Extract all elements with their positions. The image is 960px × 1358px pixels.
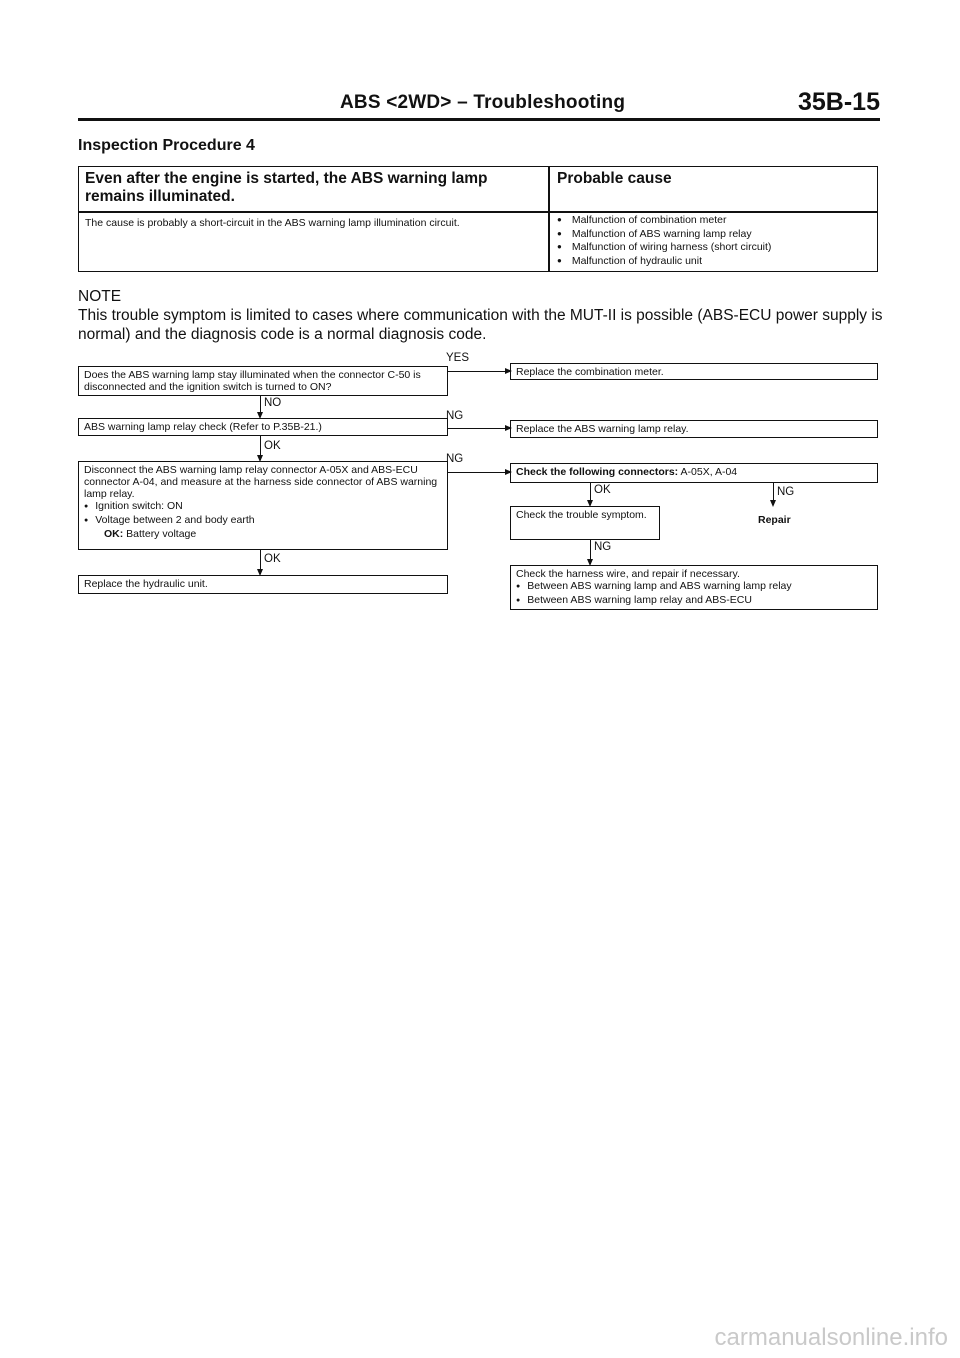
step3-ok-line — [84, 528, 442, 540]
cause-list — [557, 214, 771, 268]
check-symptom-text: Check the trouble symptom. — [516, 509, 647, 521]
conn-ng-label: NG — [777, 486, 795, 498]
cause-item: ● Malfunction of combination meter — [557, 214, 771, 228]
cause-item: ● Malfunction of ABS warning lamp relay — [557, 228, 771, 242]
step4-box — [78, 575, 448, 594]
step4-text: Replace the hydraulic unit. — [84, 578, 208, 590]
header-divider — [78, 118, 880, 121]
connector-check-value: A-05X, A-04 — [680, 466, 738, 478]
page-number: 35B-15 — [798, 88, 880, 116]
connector-check-box — [510, 463, 878, 483]
step3-ok-label: OK: — [104, 528, 124, 540]
step2-ng-label: NG — [446, 410, 464, 422]
step1-box — [78, 366, 448, 396]
harness-check-box — [510, 565, 878, 610]
symptom-heading: Even after the engine is started, the ABS warning lamp remains illuminated. — [85, 170, 488, 205]
step3-ok-label-flow: OK — [264, 553, 281, 565]
table-divider-vertical — [548, 167, 550, 271]
step2-ng-action-text: Replace the ABS warning lamp relay. — [516, 423, 689, 435]
procedure-title: Inspection Procedure 4 — [78, 137, 255, 154]
table-divider-horizontal — [79, 211, 877, 213]
harness-item: ● Between ABS warning lamp and ABS warning lamp relay — [516, 580, 872, 594]
repair-label: Repair — [758, 514, 791, 526]
harness-check-text: Check the harness wire, and repair if necessary. — [516, 568, 740, 580]
summary-table — [78, 166, 878, 272]
step3-item: ● Voltage between 2 and body earth — [84, 514, 442, 528]
cause-heading: Probable cause — [557, 170, 672, 187]
step2-ng-arrow — [448, 428, 510, 429]
step1-no-label: NO — [264, 397, 282, 409]
watermark: carmanualsonline.info — [714, 1324, 948, 1351]
step3-text: Disconnect the ABS warning lamp relay connector A-05X and ABS-ECU connector A-04, and measure at the harness side connector of ABS warning lamp relay. — [84, 464, 438, 500]
connector-check-label: Check the following connectors: — [516, 466, 679, 478]
symptom-text: The cause is probably a short-circuit in the ABS warning lamp illumination circuit. — [85, 217, 460, 229]
step2-box — [78, 418, 448, 436]
step1-text: Does the ABS warning lamp stay illuminated when the connector C-50 is disconnected and the ignition switch is turned to ON? — [84, 369, 421, 393]
harness-list — [516, 580, 872, 608]
step2-ok-arrow — [260, 436, 261, 460]
step2-text: ABS warning lamp relay check (Refer to P.35B-21.) — [84, 421, 322, 433]
step2-ok-label: OK — [264, 440, 281, 452]
yes-action-text: Replace the combination meter. — [516, 366, 664, 378]
conn-ng-arrow — [773, 483, 774, 505]
step3-ng-arrow — [448, 472, 510, 473]
step3-list — [84, 500, 442, 528]
check-symptom-box — [510, 506, 660, 540]
step3-ng-label: NG — [446, 453, 464, 465]
harness-item: ● Between ABS warning lamp relay and ABS-ECU — [516, 594, 872, 608]
step3-box — [78, 461, 448, 550]
step3-ok-value: Battery voltage — [126, 528, 197, 540]
conn-ok-label: OK — [594, 484, 611, 496]
symptom-ng-label: NG — [594, 541, 612, 553]
cause-item: ● Malfunction of hydraulic unit — [557, 255, 771, 269]
page-title: ABS <2WD> – Troubleshooting — [340, 92, 626, 113]
step3-ok-arrow — [260, 550, 261, 574]
yes-action-box — [510, 363, 878, 380]
cause-item: ● Malfunction of wiring harness (short circuit) — [557, 241, 771, 255]
symptom-ng-arrow — [590, 540, 591, 564]
step2-ng-action-box — [510, 420, 878, 438]
step1-yes-label: YES — [446, 352, 470, 364]
note-label: NOTE — [78, 288, 122, 305]
step1-no-arrow — [260, 396, 261, 417]
step1-yes-arrow — [448, 371, 510, 372]
conn-ok-arrow — [590, 483, 591, 505]
note-text: This trouble symptom is limited to cases where communication with the MUT-II is possible (ABS-ECU power supply is normal) and the diagnosis code is a normal diagnosis code. — [78, 307, 883, 343]
step3-item: ● Ignition switch: ON — [84, 500, 442, 514]
